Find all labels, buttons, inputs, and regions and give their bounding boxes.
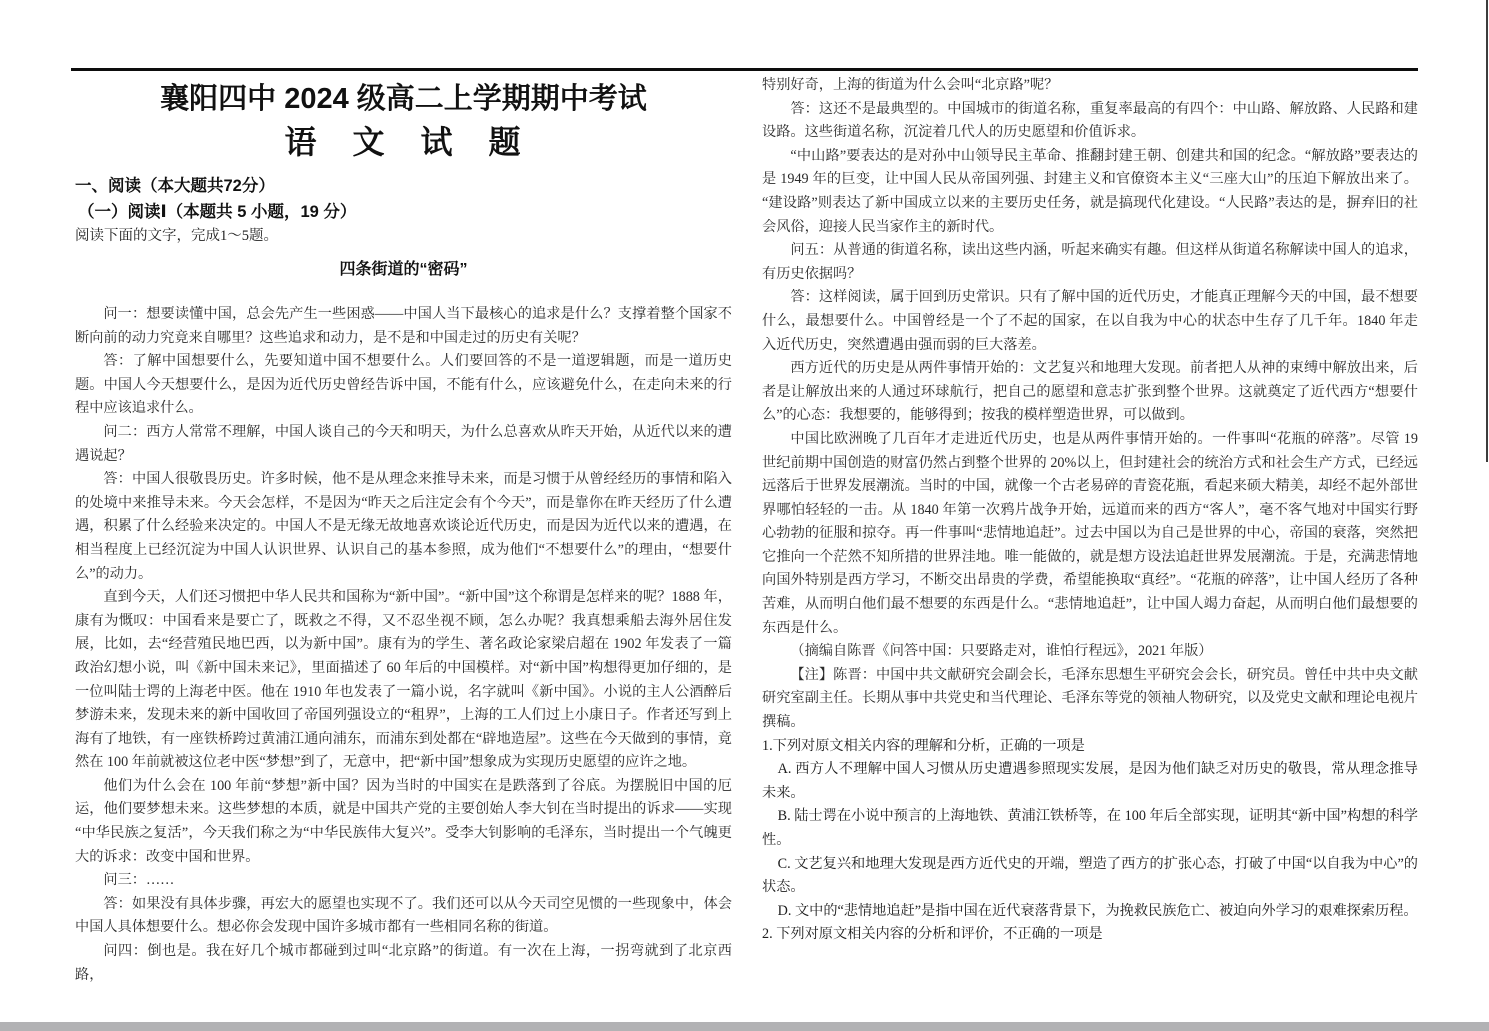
- passage-paragraph: 答：这样阅读，属于回到历史常识。只有了解中国的近代历史，才能真正理解今天的中国，最不想要什么，最想要什么。中国曾经是一个了不起的国家，在以自我为中心的状态中生存了几千年。1840 年走入近代历史，突然遭遇由强而弱的巨大落差。: [762, 289, 1418, 353]
- exam-subtitle: 语 文 试 题: [284, 124, 523, 160]
- passage-paragraph: 答：如果没有具体步骤，再宏大的愿望也实现不了。我们还可以从今天司空见惯的一些现象中，体会中国人具体想要什么。想必你会发现中国许多城市都有一些相同名称的街道。: [75, 895, 732, 936]
- scan-bottom-bar: [0, 1022, 1489, 1031]
- right-column: [762, 74, 1418, 947]
- question-1-option-d: D. 文中的“悲情地追赶”是指中国在近代衰落背景下，为挽救民族危亡、被迫向外学习的艰难探索历程。: [777, 902, 1418, 919]
- passage-paragraph: 答：这还不是最典型的。中国城市的街道名称，重复率最高的有四个：中山路、解放路、人民路和建设路。这些街道名称，沉淀着几代人的历史愿望和价值诉求。: [762, 100, 1418, 141]
- passage-paragraph-continuation: 特别好奇，上海的街道为什么会叫“北京路”呢？: [762, 77, 1059, 93]
- passage-title: 四条街道的“密码”: [339, 261, 468, 278]
- passage-paragraph: 答：了解中国想要什么，先要知道中国不想要什么。人们要回答的不是一道逻辑题，而是一道历史题。中国人今天想要什么，是因为近代历史曾经告诉中国，不能有什么，应该避免什么，在走向未来的行程中应该追求什么。: [75, 353, 732, 417]
- passage-paragraph: 问一：想要读懂中国，总会先产生一些困惑——中国人当下最核心的追求是什么？支撑着整个国家不断向前的动力究竟来自哪里？这些追求和动力，是不是和中国走过的历史有关呢？: [75, 306, 732, 346]
- question-2-stem: 2. 下列对原文相关内容的分析和评价，不正确的一项是: [762, 926, 1103, 943]
- passage-paragraph: 直到今天，人们还习惯把中华人民共和国称为“新中国”。“新中国”这个称谓是怎样来的呢？1888 年，康有为慨叹：中国看来是要亡了，既救之不得，又不忍坐视不顾，怎么办呢？我真想乘船去海外居住发展，比如，去“经营殖民地巴西，以为新中国”。康有为的学生、著名政论家梁启超在 1902 年发表了一篇政治幻想小说，叫《新中国未来记》，里面描述了 60 年后的中国模样。对“新中国”构想得更加仔细的，是一位叫陆士谔的上海老中医。他在 1910 年也发表了一篇小说，名字就叫《新中国》。小说的主人公酒醉后梦游未来，发现未来的新中国收回了帝国列强设立的“租界”，上海的工人们过上小康日子。作者还写到上海有了地铁，有一座铁桥跨过黄浦江通向浦东，而浦东到处都在“辟地造屋”。这些在今天做到的事情，竟然在 100 年前就被这位老中医“梦想”到了，无意中，把“新中国”想象成为实现历史愿望的应许之地。: [75, 589, 732, 771]
- passage-paragraph: 问四：倒也是。我在好几个城市都碰到过叫“北京路”的街道。有一次在上海，一拐弯就到了北京西路，: [75, 943, 732, 983]
- top-rule-divider: [71, 68, 1418, 71]
- passage-paragraph: 答：中国人很敬畏历史。许多时候，他不是从理念来推导未来，而是习惯于从曾经经历的事情和陷入的处境中来推导未来。今天会怎样，不是因为“昨天之后注定会有个今天”，而是靠你在昨天经历了什么遭遇，积累了什么经验来决定的。中国人不是无缘无故地喜欢谈论近代历史，而是因为近代以来的遭遇，在相当程度上已经沉淀为中国人认识世界、认识自己的基本参照，成为他们“不想要什么”的理由，“想要什么”的动力。: [75, 471, 732, 582]
- question-1-option-a: A. 西方人不理解中国人习惯从历史遭遇参照现实发展，是因为他们缺乏对历史的敬畏，常从理念推导未来。: [762, 761, 1418, 801]
- passage-paragraph: 他们为什么会在 100 年前“梦想”新中国？因为当时的中国实在是跌落到了谷底。为摆脱旧中国的厄运，他们要梦想未来。这些梦想的本质，就是中国共产党的主要创始人李大钊在当时提出的诉求——实现“中华民族之复活”，今天我们称之为“中华民族伟大复兴”。受李大钊影响的毛泽东，当时提出一个气魄更大的诉求：改变中国和世界。: [75, 777, 732, 865]
- question-1-option-b: B. 陆士谔在小说中预言的上海地铁、黄浦江铁桥等，在 100 年后全部实现，证明其“新中国”构想的科学性。: [762, 808, 1418, 848]
- exam-title: 襄阳四中 2024 级高二上学期期中考试: [160, 83, 647, 115]
- passage-paragraph: 西方近代的历史是从两件事情开始的：文艺复兴和地理大发现。前者把人从神的束缚中解放出来，后者是让解放出来的人通过环球航行，把自己的愿望和意志扩张到整个世界。这就奠定了近代西方“想要什么”的心态：我想要的，能够得到；按我的模样塑造世界，可以做到。: [762, 360, 1418, 424]
- passage-paragraph: 问三：……: [103, 872, 175, 889]
- passage-paragraph: “中山路”要表达的是对孙中山领导民主革命、推翻封建王朝、创建共和国的纪念。“解放路”要表达的是 1949 年的巨变，让中国人民从帝国列强、封建主义和官僚资本主义“三座大山”的压迫下解放出来了。“建设路”则表达了新中国成立以来的主要历史任务，就是搞现代化建设。“人民路”表达的是，摒弃旧的社会风俗，迎接人民当家作主的新时代。: [762, 147, 1418, 235]
- section-heading-reading: 一、阅读（本大题共72分）: [75, 177, 275, 195]
- reading-instruction: 阅读下面的文字，完成1～5题。: [75, 228, 278, 244]
- question-1-stem: 1.下列对原文相关内容的理解和分析，正确的一项是: [762, 737, 1085, 754]
- passage-source-line: （摘编自陈晋《问答中国：只要路走对，谁怕行程远》，2021 年版）: [790, 643, 1213, 660]
- passage-note: 【注】陈晋：中国中共文献研究会副会长，毛泽东思想生平研究会会长，研究员。曾任中共中央文献研究室副主任。长期从事中共党史和当代理论、毛泽东等党的领袖人物研究，以及党史文献和理论电视片撰稿。: [762, 666, 1418, 731]
- left-column: [75, 74, 732, 987]
- passage-paragraph: 问二：西方人常常不理解，中国人谈自己的今天和明天，为什么总喜欢从昨天开始，从近代以来的遭遇说起？: [75, 423, 732, 464]
- scan-edge-line: [1486, 0, 1488, 462]
- passage-paragraph: 中国比欧洲晚了几百年才走进近代历史，也是从两件事情开始的。一件事叫“花瓶的碎落”。尽管 19 世纪前期中国创造的财富仍然占到整个世界的 20%以上，但封建社会的统治方式和社会生产方式，已经远远落后于世界发展潮流。当时的中国，就像一个古老易碎的青瓷花瓶，看起来硕大精美，却经不起外部世界哪怕轻轻的一击。从 1840 年第一次鸦片战争开始，远道而来的西方“客人”，毫不客气地对中国实行野心勃勃的征服和掠夺。再一件事叫“悲情地追赶”。过去中国以为自己是世界的中心，帝国的衰落，突然把它推向一个茫然不知所措的世界洼地。唯一能做的，就是想方设法追赶世界发展潮流。于是，充满悲情地向国外特别是西方学习，不断交出昂贵的学费，希望能换取“真经”。“花瓶的碎落”，让中国人经历了各种苦难，从而明白他们最不想要的东西是什么。“悲情地追赶”，让中国人竭力奋起，从而明白他们最想要的东西是什么。: [762, 430, 1418, 636]
- passage-paragraph: 问五：从普通的街道名称，读出这些内涵，听起来确实有趣。但这样从街道名称解读中国人的追求，有历史依据吗？: [762, 242, 1418, 282]
- subsection-heading-reading-1: （一）阅读Ⅰ（本题共 5 小题，19 分）: [78, 203, 357, 221]
- question-1-option-c: C. 文艺复兴和地理大发现是西方近代史的开端，塑造了西方的扩张心态，打破了中国“以自我为中心”的状态。: [762, 855, 1418, 896]
